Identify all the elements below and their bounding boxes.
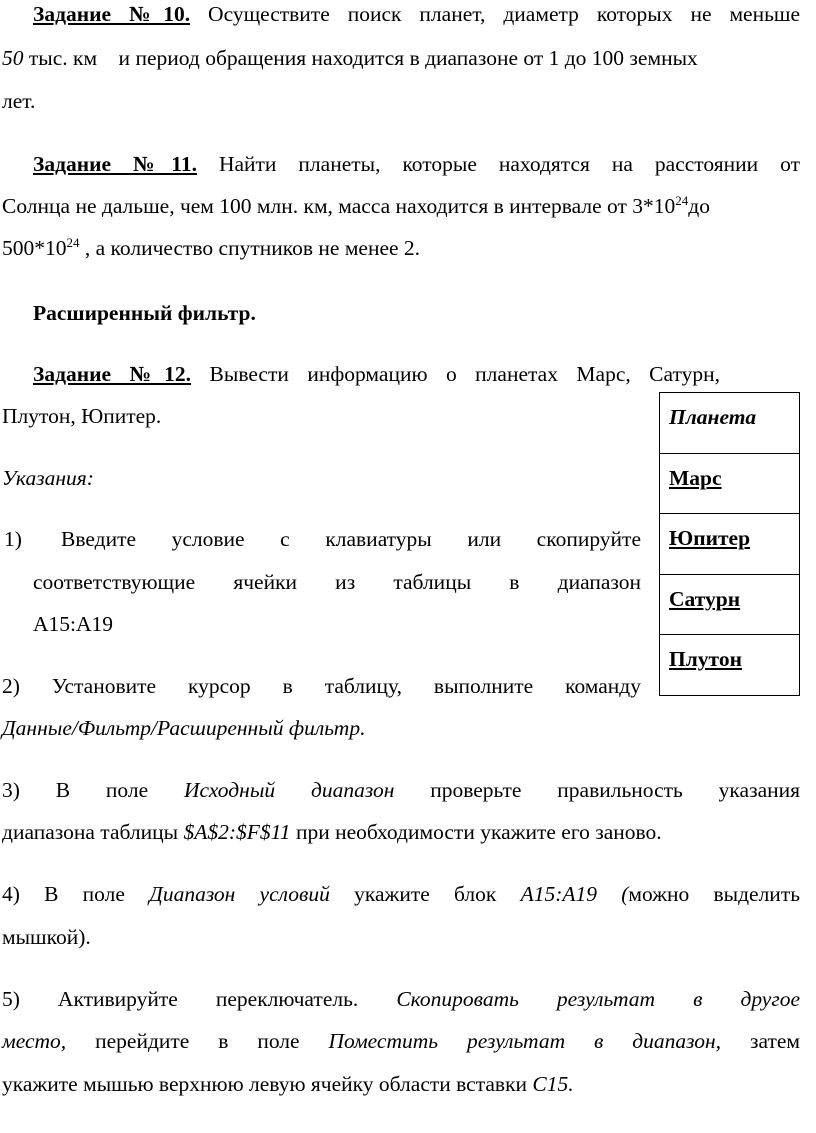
step3-text-4: при необходимости укажите его заново.: [290, 820, 662, 844]
step3-text-1: 3) В поле: [2, 778, 149, 802]
criteria-row: [660, 453, 800, 514]
task11-line3: [2, 234, 421, 260]
task10-line1: [33, 4, 800, 26]
task11-text: Найти планеты, которые находятся на расстоянии от: [218, 152, 801, 176]
task10-label: Задание №10.: [33, 2, 191, 26]
criteria-cell: [660, 453, 800, 514]
step4-text-2: укажите блок: [354, 882, 497, 906]
criteria-header: Планета: [669, 405, 757, 429]
task11-text-5: , а количество спутников не менее 2.: [79, 236, 421, 260]
task11-sup-2: 24: [66, 234, 80, 250]
step4-line2: мышкой).: [2, 925, 91, 949]
step5-copy-option: Скопировать результат в другое: [396, 987, 801, 1011]
criteria-row: [660, 574, 800, 635]
task12-label: Задание №12.: [33, 362, 192, 386]
step4-text-1: 4) В поле: [2, 882, 125, 906]
step3-source-range: Исходный диапазон: [184, 778, 395, 802]
task11-label: Задание №11.: [33, 152, 197, 176]
step2-line1: 2) Установите курсор в таблицу, выполните команду: [2, 674, 641, 698]
step3-line2: [2, 822, 662, 844]
step3-text-3: диапазона таблицы: [2, 820, 184, 844]
step2-line2: Данные/Фильтр/Расширенный фильтр.: [2, 716, 366, 740]
task10-diameter: 50: [2, 46, 24, 70]
task10-line2: [2, 48, 800, 70]
step4-criteria-range: Диапазон условий: [149, 882, 330, 906]
task10-text-2: тыс. км и период обращения находится в диапазоне от 1 до 100 земных: [23, 46, 698, 70]
step5-place: место,: [2, 1029, 67, 1053]
task11-text-3: до: [688, 194, 710, 218]
task11-text-4: 500*10: [2, 236, 67, 260]
step1-line2: соответствующие ячейки из таблицы в диапазон: [33, 570, 641, 594]
step1-line1: Введите условие с клавиатуры или скопируйте: [61, 527, 641, 551]
section-title: Расширенный фильтр.: [33, 301, 256, 325]
step3-line1: [2, 780, 800, 802]
step5-text-4: укажите мышью верхнюю левую ячейку области вставки: [2, 1072, 533, 1096]
step1-number: 1): [4, 527, 22, 551]
step5-cell-ref: C15.: [532, 1072, 574, 1096]
criteria-value: Юпитер: [669, 526, 751, 550]
task10-line3: лет.: [2, 89, 36, 113]
step5-text-3: затем: [749, 1029, 801, 1053]
step1-line3: A15:A19: [33, 612, 114, 636]
step5-line2: [2, 1031, 800, 1053]
criteria-value: Марс: [669, 465, 722, 490]
criteria-cell: [660, 574, 800, 635]
hints-title: Указания:: [2, 466, 94, 490]
criteria-value: Плутон: [669, 647, 742, 671]
step3-text-2: проверьте правильность указания: [430, 778, 801, 802]
criteria-value: Сатурн: [669, 586, 741, 611]
task11-line2: [2, 192, 710, 218]
step5-output-range: Поместить результат в диапазон,: [328, 1029, 722, 1053]
criteria-table: [659, 392, 800, 696]
step4-block-ref: A15:A19 (: [520, 882, 629, 906]
criteria-header-cell: [660, 393, 800, 454]
step5-line1: [2, 989, 800, 1011]
task10-text: Осуществите поиск планет, диаметр которых не меньше: [208, 2, 801, 26]
task11-text-2: Солнца не дальше, чем 100 млн. км, масса находится в интервале от 3*10: [2, 194, 676, 218]
criteria-row: [660, 514, 800, 575]
step3-range-ref: $A$2:$F$11: [183, 820, 291, 844]
task12-line2: Плутон, Юпитер.: [2, 404, 162, 428]
step5-line3: [2, 1074, 574, 1096]
step4-line1: [2, 884, 800, 906]
criteria-cell: [660, 514, 800, 575]
step4-text-3: можно выделить: [628, 882, 801, 906]
task11-sup-1: 24: [675, 192, 689, 208]
task11-line1: [33, 154, 800, 176]
task12-text: Вывести информацию о планетах Марс, Сатурн,: [209, 362, 721, 386]
step5-text-2: перейдите в поле: [95, 1029, 300, 1053]
criteria-header-row: [660, 393, 800, 454]
step5-text-1: 5) Активируйте переключатель.: [2, 987, 359, 1011]
criteria-cell: [660, 635, 800, 696]
criteria-row: [660, 635, 800, 696]
task12-line1: [33, 364, 720, 386]
